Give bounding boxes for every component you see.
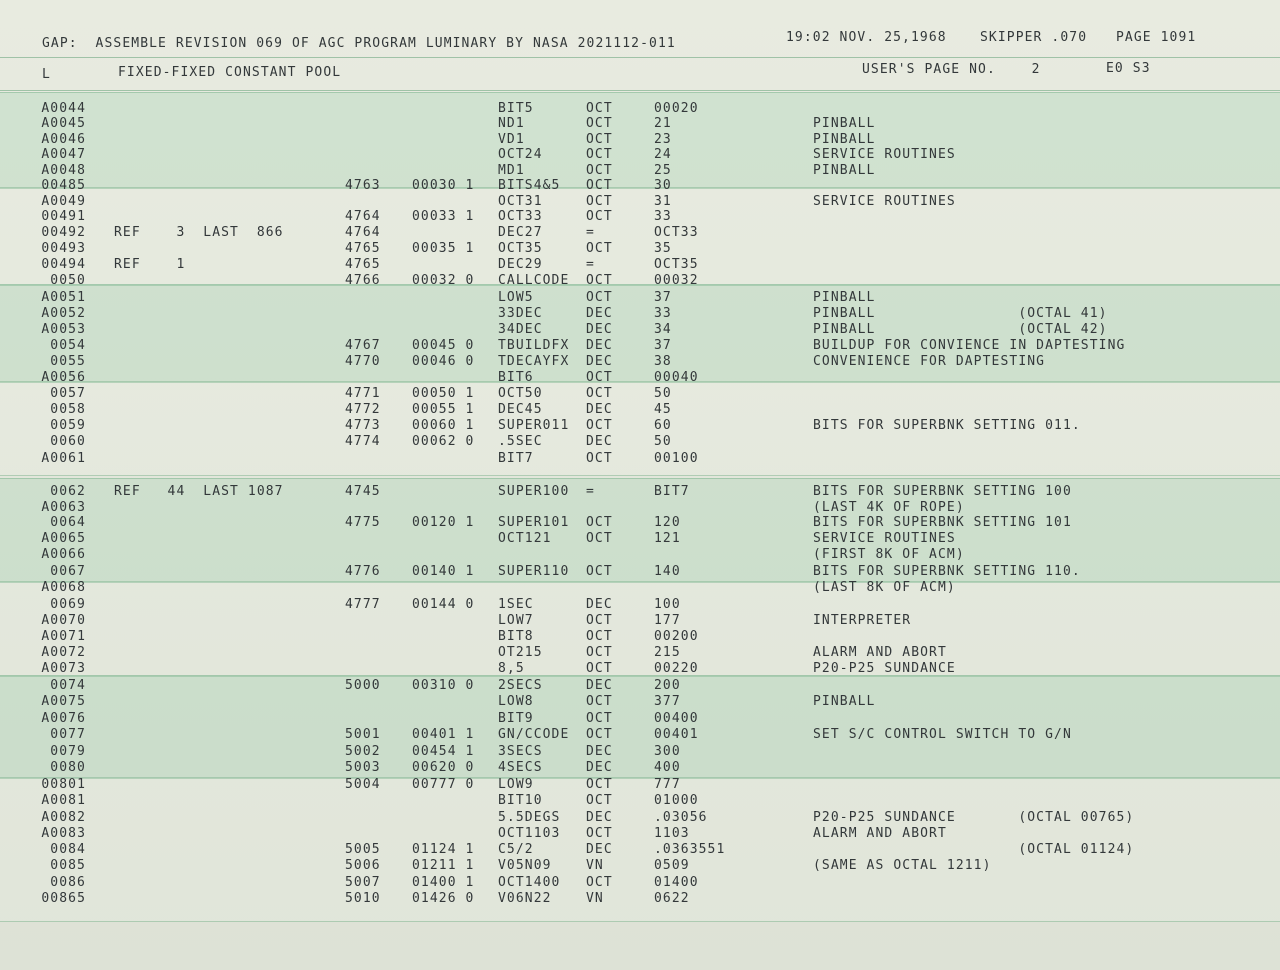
line-label: A0066: [41, 547, 86, 562]
line-op: DEC: [586, 810, 613, 825]
line-val: 00401: [654, 727, 699, 742]
line-op: OCT: [586, 116, 613, 131]
line-addr: 4771: [345, 386, 381, 401]
line-sym: SUPER101: [498, 515, 570, 530]
line-val: 25: [654, 163, 672, 178]
line-label: A0068: [41, 580, 86, 595]
line-word: 01400 1: [412, 875, 475, 890]
line-label: A0072: [41, 645, 86, 660]
line-sym: 33DEC: [498, 306, 543, 321]
line-op: OCT: [586, 370, 613, 385]
line-op: OCT: [586, 132, 613, 147]
line-op: OCT: [586, 711, 613, 726]
line-label: 0055: [50, 354, 86, 369]
line-label: 0077: [50, 727, 86, 742]
line-op: OCT: [586, 645, 613, 660]
header-skipper: SKIPPER .070: [980, 30, 1088, 45]
line-addr: 4777: [345, 597, 381, 612]
line-sym: OCT33: [498, 209, 543, 224]
line-addr: 5004: [345, 777, 381, 792]
section-rule: [0, 90, 1280, 91]
line-comment: PINBALL (OCTAL 42): [813, 322, 1108, 337]
line-sym: DEC27: [498, 225, 543, 240]
line-addr: 4765: [345, 257, 381, 272]
line-word: 00120 1: [412, 515, 475, 530]
line-val: 140: [654, 564, 681, 579]
line-addr: 5003: [345, 760, 381, 775]
line-label: A0065: [41, 531, 86, 546]
line-val: .0363551: [654, 842, 726, 857]
line-comment: P20-P25 SUNDANCE (OCTAL 00765): [813, 810, 1135, 825]
line-addr: 5005: [345, 842, 381, 857]
line-op: VN: [586, 858, 604, 873]
line-addr: 4745: [345, 484, 381, 499]
line-label: A0061: [41, 451, 86, 466]
line-op: =: [586, 257, 595, 272]
header-eo: E0 S3: [1106, 61, 1151, 76]
line-op: OCT: [586, 661, 613, 676]
line-comment: PINBALL: [813, 163, 876, 178]
line-word: 01426 0: [412, 891, 475, 906]
line-val: 177: [654, 613, 681, 628]
line-op: DEC: [586, 597, 613, 612]
line-comment: PINBALL: [813, 694, 876, 709]
line-label: A0045: [41, 116, 86, 131]
line-val: 38: [654, 354, 672, 369]
line-addr: 4774: [345, 434, 381, 449]
line-sym: 8,5: [498, 661, 525, 676]
line-op: =: [586, 484, 595, 499]
line-sym: OCT24: [498, 147, 543, 162]
line-sym: DEC45: [498, 402, 543, 417]
line-val: 35: [654, 241, 672, 256]
line-comment: ALARM AND ABORT: [813, 826, 947, 841]
line-word: 00030 1: [412, 178, 475, 193]
line-op: OCT: [586, 694, 613, 709]
line-word: 00310 0: [412, 678, 475, 693]
line-word: 00060 1: [412, 418, 475, 433]
line-op: OCT: [586, 209, 613, 224]
line-val: 00200: [654, 629, 699, 644]
line-ref: REF 3 LAST 866: [114, 225, 284, 240]
line-addr: 5007: [345, 875, 381, 890]
section-title: FIXED-FIXED CONSTANT POOL: [118, 65, 342, 80]
line-val: 60: [654, 418, 672, 433]
line-label: A0070: [41, 613, 86, 628]
line-addr: 4773: [345, 418, 381, 433]
line-sym: LOW5: [498, 290, 534, 305]
line-label: A0063: [41, 500, 86, 515]
line-label: 00493: [41, 241, 86, 256]
line-op: DEC: [586, 338, 613, 353]
line-label: A0048: [41, 163, 86, 178]
line-label: A0076: [41, 711, 86, 726]
line-sym: 2SECS: [498, 678, 543, 693]
line-op: OCT: [586, 777, 613, 792]
line-sym: V05N09: [498, 858, 552, 873]
line-label: 00485: [41, 178, 86, 193]
line-val: 777: [654, 777, 681, 792]
line-addr: 4767: [345, 338, 381, 353]
line-sym: GN/CCODE: [498, 727, 570, 742]
line-word: 00033 1: [412, 209, 475, 224]
line-sym: ND1: [498, 116, 525, 131]
line-op: OCT: [586, 178, 613, 193]
line-label: 00492: [41, 225, 86, 240]
line-sym: LOW9: [498, 777, 534, 792]
line-op: OCT: [586, 564, 613, 579]
line-label: A0083: [41, 826, 86, 841]
line-sym: OT215: [498, 645, 543, 660]
line-addr: 4766: [345, 273, 381, 288]
line-op: OCT: [586, 515, 613, 530]
line-val: 00032: [654, 273, 699, 288]
line-op: OCT: [586, 451, 613, 466]
line-sym: BIT7: [498, 451, 534, 466]
line-comment: (LAST 4K OF ROPE): [813, 500, 965, 515]
line-comment: (SAME AS OCTAL 1211): [813, 858, 992, 873]
line-op: DEC: [586, 434, 613, 449]
line-label: A0046: [41, 132, 86, 147]
line-comment: PINBALL (OCTAL 41): [813, 306, 1108, 321]
line-op: OCT: [586, 727, 613, 742]
line-op: OCT: [586, 531, 613, 546]
line-val: 00100: [654, 451, 699, 466]
line-sym: 34DEC: [498, 322, 543, 337]
line-sym: SUPER110: [498, 564, 570, 579]
line-val: 21: [654, 116, 672, 131]
line-word: 01124 1: [412, 842, 475, 857]
line-comment: SERVICE ROUTINES: [813, 194, 956, 209]
line-op: OCT: [586, 629, 613, 644]
line-val: 45: [654, 402, 672, 417]
line-sym: OCT1103: [498, 826, 561, 841]
line-val: 100: [654, 597, 681, 612]
line-op: DEC: [586, 842, 613, 857]
line-label: 0079: [50, 744, 86, 759]
line-label: 0050: [50, 273, 86, 288]
line-comment: SERVICE ROUTINES: [813, 147, 956, 162]
line-sym: 4SECS: [498, 760, 543, 775]
line-label: 00494: [41, 257, 86, 272]
line-addr: 4765: [345, 241, 381, 256]
line-val: 37: [654, 290, 672, 305]
line-comment: (FIRST 8K OF ACM): [813, 547, 965, 562]
line-comment: BITS FOR SUPERBNK SETTING 101: [813, 515, 1072, 530]
line-addr: 4776: [345, 564, 381, 579]
line-sym: V06N22: [498, 891, 552, 906]
line-label: 0069: [50, 597, 86, 612]
line-op: DEC: [586, 306, 613, 321]
line-word: 01211 1: [412, 858, 475, 873]
green-bar-band: [0, 92, 1280, 189]
line-sym: TBUILDFX: [498, 338, 570, 353]
line-val: 0622: [654, 891, 690, 906]
line-label: A0081: [41, 793, 86, 808]
line-sym: CALLCODE: [498, 273, 570, 288]
green-bar-band: [0, 675, 1280, 779]
line-comment: ALARM AND ABORT: [813, 645, 947, 660]
line-label: A0052: [41, 306, 86, 321]
line-label: A0051: [41, 290, 86, 305]
line-label: 0084: [50, 842, 86, 857]
line-comment: BITS FOR SUPERBNK SETTING 110.: [813, 564, 1081, 579]
line-op: OCT: [586, 418, 613, 433]
line-sym: 5.5DEGS: [498, 810, 561, 825]
line-label: A0071: [41, 629, 86, 644]
line-label: 0057: [50, 386, 86, 401]
line-op: OCT: [586, 101, 613, 116]
line-sym: 3SECS: [498, 744, 543, 759]
line-val: 50: [654, 434, 672, 449]
header-page-number: PAGE 1091: [1116, 30, 1197, 45]
line-addr: 5006: [345, 858, 381, 873]
line-sym: LOW8: [498, 694, 534, 709]
line-addr: 4770: [345, 354, 381, 369]
line-val: 30: [654, 178, 672, 193]
users-page-number: USER'S PAGE NO. 2: [862, 62, 1041, 77]
line-word: 00055 1: [412, 402, 475, 417]
line-comment: BITS FOR SUPERBNK SETTING 100: [813, 484, 1072, 499]
line-val: 34: [654, 322, 672, 337]
line-addr: 4772: [345, 402, 381, 417]
line-sym: BITS4&5: [498, 178, 561, 193]
line-op: VN: [586, 891, 604, 906]
line-ref: REF 44 LAST 1087: [114, 484, 284, 499]
line-val: 01000: [654, 793, 699, 808]
line-word: 00045 0: [412, 338, 475, 353]
line-addr: 4764: [345, 209, 381, 224]
line-addr: 4775: [345, 515, 381, 530]
line-val: 23: [654, 132, 672, 147]
line-addr: 5002: [345, 744, 381, 759]
line-val: 00220: [654, 661, 699, 676]
line-word: 00035 1: [412, 241, 475, 256]
line-label: 0060: [50, 434, 86, 449]
line-comment: (OCTAL 01124): [813, 842, 1135, 857]
line-comment: BITS FOR SUPERBNK SETTING 011.: [813, 418, 1081, 433]
line-label: A0047: [41, 147, 86, 162]
line-label: A0053: [41, 322, 86, 337]
line-val: 37: [654, 338, 672, 353]
line-op: OCT: [586, 194, 613, 209]
line-sym: C5/2: [498, 842, 534, 857]
header-line-flag: L: [42, 67, 51, 82]
line-comment: PINBALL: [813, 132, 876, 147]
line-label: A0073: [41, 661, 86, 676]
green-bar-band: [0, 581, 1280, 677]
line-label: A0082: [41, 810, 86, 825]
line-addr: 4764: [345, 225, 381, 240]
line-comment: CONVENIENCE FOR DAPTESTING: [813, 354, 1046, 369]
line-word: 00620 0: [412, 760, 475, 775]
line-sym: VD1: [498, 132, 525, 147]
line-word: 00140 1: [412, 564, 475, 579]
line-label: 00865: [41, 891, 86, 906]
line-comment: INTERPRETER: [813, 613, 912, 628]
line-sym: BIT6: [498, 370, 534, 385]
line-label: 0080: [50, 760, 86, 775]
line-op: DEC: [586, 678, 613, 693]
line-sym: OCT1400: [498, 875, 561, 890]
line-word: 00401 1: [412, 727, 475, 742]
line-word: 00144 0: [412, 597, 475, 612]
line-sym: SUPER011: [498, 418, 570, 433]
line-addr: 5000: [345, 678, 381, 693]
line-sym: OCT35: [498, 241, 543, 256]
line-op: OCT: [586, 273, 613, 288]
line-val: 33: [654, 209, 672, 224]
line-label: 0074: [50, 678, 86, 693]
line-sym: SUPER100: [498, 484, 570, 499]
line-label: 0059: [50, 418, 86, 433]
line-val: OCT35: [654, 257, 699, 272]
line-comment: BUILDUP FOR CONVIENCE IN DAPTESTING: [813, 338, 1126, 353]
line-comment: (LAST 8K OF ACM): [813, 580, 956, 595]
line-val: .03056: [654, 810, 708, 825]
line-comment: SET S/C CONTROL SWITCH TO G/N: [813, 727, 1072, 742]
line-sym: DEC29: [498, 257, 543, 272]
line-sym: BIT5: [498, 101, 534, 116]
line-op: OCT: [586, 163, 613, 178]
line-label: 0054: [50, 338, 86, 353]
line-label: A0075: [41, 694, 86, 709]
line-sym: BIT8: [498, 629, 534, 644]
line-word: 00032 0: [412, 273, 475, 288]
line-label: 0067: [50, 564, 86, 579]
line-val: 215: [654, 645, 681, 660]
line-label: 00801: [41, 777, 86, 792]
line-ref: REF 1: [114, 257, 186, 272]
header-datetime: 19:02 NOV. 25,1968: [786, 30, 947, 45]
line-label: A0044: [41, 101, 86, 116]
line-val: 300: [654, 744, 681, 759]
line-label: 0058: [50, 402, 86, 417]
line-label: 0064: [50, 515, 86, 530]
line-val: OCT33: [654, 225, 699, 240]
line-val: 24: [654, 147, 672, 162]
line-op: OCT: [586, 147, 613, 162]
line-label: A0049: [41, 194, 86, 209]
line-comment: P20-P25 SUNDANCE: [813, 661, 956, 676]
line-val: 00020: [654, 101, 699, 116]
line-sym: OCT31: [498, 194, 543, 209]
line-word: 00050 1: [412, 386, 475, 401]
line-comment: PINBALL: [813, 116, 876, 131]
line-val: 31: [654, 194, 672, 209]
line-val: 377: [654, 694, 681, 709]
line-val: 00040: [654, 370, 699, 385]
line-op: OCT: [586, 241, 613, 256]
line-sym: OCT50: [498, 386, 543, 401]
line-label: 00491: [41, 209, 86, 224]
line-word: 00454 1: [412, 744, 475, 759]
line-op: DEC: [586, 744, 613, 759]
header-title: GAP: ASSEMBLE REVISION 069 OF AGC PROGRAM LUMINARY BY NASA 2021112-011: [42, 36, 676, 51]
line-val: 200: [654, 678, 681, 693]
line-word: 00777 0: [412, 777, 475, 792]
line-op: DEC: [586, 322, 613, 337]
line-sym: OCT121: [498, 531, 552, 546]
line-sym: BIT10: [498, 793, 543, 808]
header-rule: [0, 57, 1280, 58]
line-val: 0509: [654, 858, 690, 873]
green-bar-band: [0, 381, 1280, 476]
line-addr: 5001: [345, 727, 381, 742]
line-op: OCT: [586, 613, 613, 628]
line-label: 0086: [50, 875, 86, 890]
line-val: 1103: [654, 826, 690, 841]
line-op: OCT: [586, 386, 613, 401]
line-op: =: [586, 225, 595, 240]
line-comment: SERVICE ROUTINES: [813, 531, 956, 546]
line-op: OCT: [586, 826, 613, 841]
line-sym: MD1: [498, 163, 525, 178]
line-op: OCT: [586, 290, 613, 305]
line-addr: 5010: [345, 891, 381, 906]
line-addr: 4763: [345, 178, 381, 193]
line-word: 00046 0: [412, 354, 475, 369]
line-val: 120: [654, 515, 681, 530]
line-comment: PINBALL: [813, 290, 876, 305]
line-label: 0062: [50, 484, 86, 499]
line-val: 50: [654, 386, 672, 401]
line-op: OCT: [586, 875, 613, 890]
line-val: 00400: [654, 711, 699, 726]
line-val: 400: [654, 760, 681, 775]
line-sym: BIT9: [498, 711, 534, 726]
line-op: OCT: [586, 793, 613, 808]
line-op: DEC: [586, 402, 613, 417]
line-val: 121: [654, 531, 681, 546]
line-val: 33: [654, 306, 672, 321]
line-word: 00062 0: [412, 434, 475, 449]
line-sym: LOW7: [498, 613, 534, 628]
line-label: 0085: [50, 858, 86, 873]
line-sym: .5SEC: [498, 434, 543, 449]
line-op: DEC: [586, 354, 613, 369]
line-sym: TDECAYFX: [498, 354, 570, 369]
line-val: BIT7: [654, 484, 690, 499]
line-label: A0056: [41, 370, 86, 385]
line-sym: 1SEC: [498, 597, 534, 612]
line-val: 01400: [654, 875, 699, 890]
line-op: DEC: [586, 760, 613, 775]
